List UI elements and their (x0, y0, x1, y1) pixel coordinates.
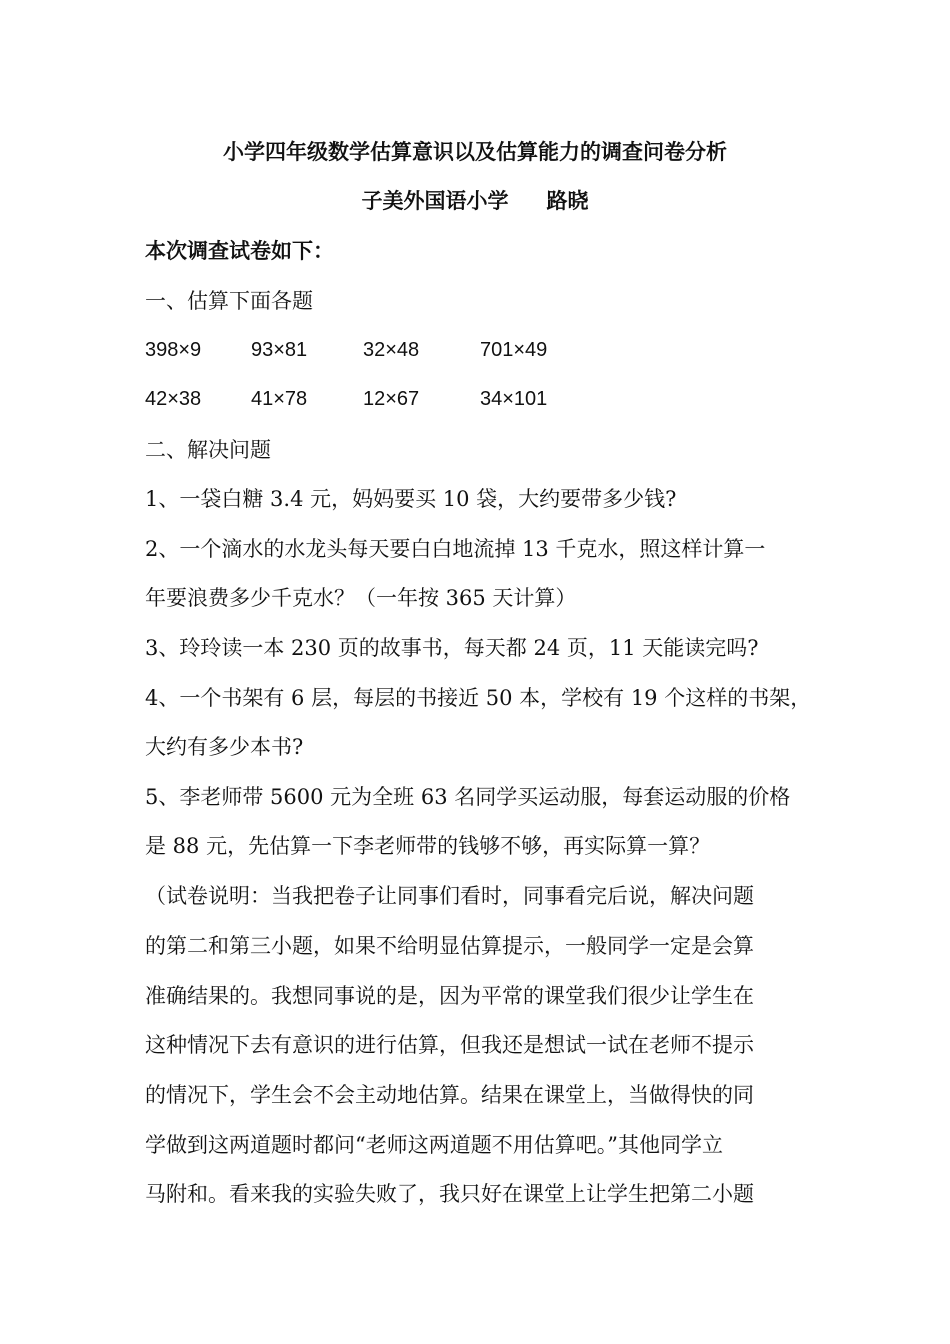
note-line: 准确结果的。我想同事说的是，因为平常的课堂我们很少让学生在 (145, 984, 754, 1008)
problem-line: 5、李老师带 5600 元为全班 63 名同学买运动服，每套运动服的价格 (145, 785, 791, 809)
document-title: 小学四年级数学估算意识以及估算能力的调查问卷分析 (223, 139, 727, 164)
equation: 42×38 (145, 388, 202, 410)
equation: 34×101 (480, 388, 548, 410)
equation: 398×9 (145, 339, 202, 361)
section1-heading: 一、估算下面各题 (145, 289, 313, 313)
equation: 701×49 (480, 339, 548, 361)
note-line: 的情况下，学生会不会主动地估算。结果在课堂上，当做得快的同 (145, 1083, 754, 1107)
equation: 32×48 (363, 339, 420, 361)
equation: 93×81 (251, 339, 308, 361)
problem-line: 4、一个书架有 6 层，每层的书接近 50 本，学校有 19 个这样的书架， (145, 686, 812, 710)
note-line: 马附和。看来我的实验失败了，我只好在课堂上让学生把第二小题 (145, 1182, 754, 1206)
note-line: 的第二和第三小题，如果不给明显估算提示，一般同学一定是会算 (145, 934, 754, 958)
author-name: 路晓 (546, 188, 589, 213)
equation: 41×78 (251, 388, 308, 410)
note-line: 这种情况下去有意识的进行估算，但我还是想试一试在老师不提示 (145, 1033, 754, 1057)
problem-line: 年要浪费多少千克水？（一年按 365 天计算） (145, 586, 577, 610)
problem-line: 1、一袋白糖 3.4 元，妈妈要买 10 袋，大约要带多少钱? (145, 487, 677, 511)
problem-line: 3、玲玲读一本 230 页的故事书，每天都 24 页，11 天能读完吗? (145, 636, 759, 660)
problem-line: 大约有多少本书? (145, 735, 304, 759)
note-line: 学做到这两道题时都问“老师这两道题不用估算吧。”其他同学立 (145, 1133, 723, 1157)
intro-text: 本次调查试卷如下： (145, 238, 334, 263)
school-name: 子美外国语小学 (361, 188, 509, 213)
note-line: （试卷说明：当我把卷子让同事们看时，同事看完后说，解决问题 (145, 884, 754, 908)
equation: 12×67 (363, 388, 420, 410)
section2-heading: 二、解决问题 (145, 438, 271, 462)
author-line (0, 187, 950, 215)
problem-line: 2、一个滴水的水龙头每天要白白地流掉 13 千克水，照这样计算一 (145, 537, 766, 561)
problem-line: 是 88 元，先估算一下李老师带的钱够不够，再实际算一算？ (145, 834, 711, 858)
